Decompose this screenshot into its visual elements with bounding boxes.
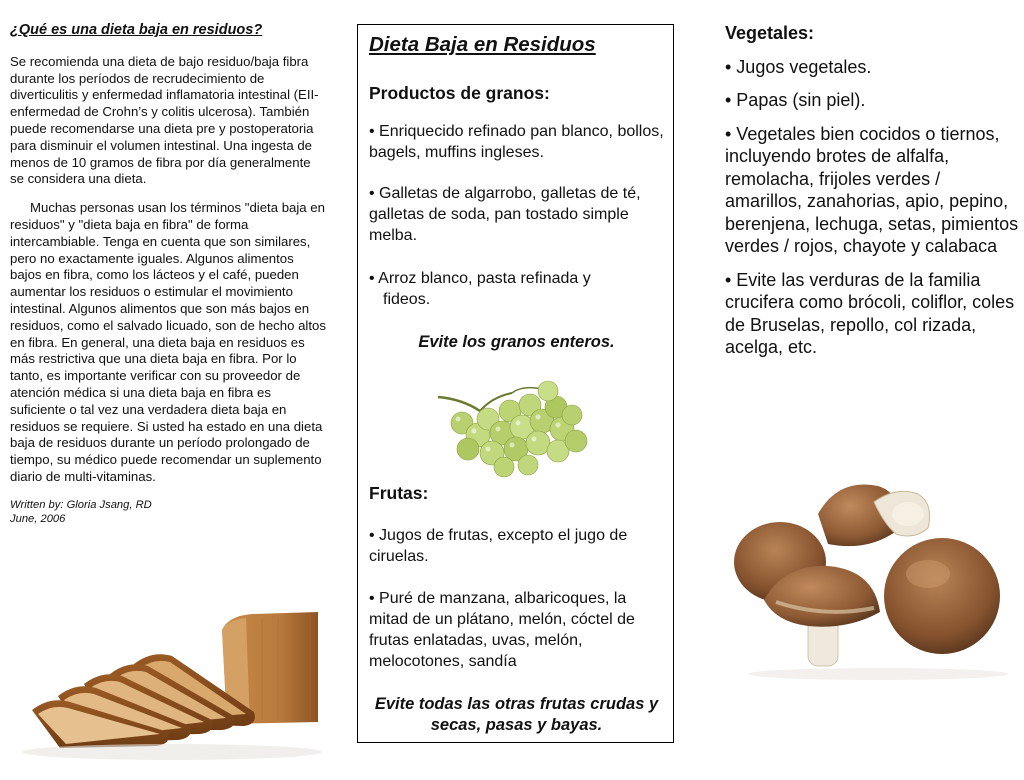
fruits-heading: Frutas: xyxy=(369,483,429,503)
fruits-item: • Puré de manzana, albaricoques, la mitad de un plátano, melón, cóctel de frutas enlatadas, uvas, melón, melocotones, sandía xyxy=(369,590,635,670)
vegetables-item: • Evite las verduras de la familia crucifera como brócoli, coliflor, coles de Bruselas, repollo, col rizada, acelga, etc. xyxy=(725,269,1015,357)
grains-item: • Galletas de algarrobo, galletas de té, galletas de soda, pan tostado simple melba. xyxy=(369,185,641,244)
author-line: Written by: Gloria Jsang, RD xyxy=(10,498,152,511)
middle-panel xyxy=(357,24,674,743)
grains-heading: Productos de granos: xyxy=(369,83,550,103)
brochure-title: Dieta Baja en Residuos xyxy=(369,33,596,56)
grains-item: • Arroz blanco, pasta refinada y xyxy=(369,270,591,287)
vegetables-item: • Jugos vegetales. xyxy=(725,56,872,77)
date-line: June, 2006 xyxy=(10,512,66,525)
fruits-item: • Jugos de frutas, excepto el jugo de ciruelas. xyxy=(369,527,628,565)
grains-item-continued: fideos. xyxy=(383,291,431,308)
grapes-image xyxy=(432,367,592,479)
right-panel xyxy=(725,22,1019,370)
vegetables-item: • Papas (sin piel). xyxy=(725,90,866,110)
fruits-note-continued: secas, pasas y bayas. xyxy=(430,716,603,734)
fruits-note: Evite todas las otras frutas crudas y xyxy=(374,695,659,713)
left-panel xyxy=(10,22,328,526)
vegetables-heading: Vegetales: xyxy=(725,23,815,43)
vegetables-item: • Vegetales bien cocidos o tiernos, incluyendo brotes de alfalfa, remolacha, frijoles verdes / amarillos, zanahorias, apio, pepino, berenjena, lechuga, setas, pimientos verdes / rojos, chayote y calabaca xyxy=(725,123,1019,256)
grains-item: • Enriquecido refinado pan blanco, bollos, bagels, muffins ingleses. xyxy=(369,123,664,161)
bread-image xyxy=(22,612,322,762)
mushrooms-image xyxy=(728,474,1008,684)
grains-note: Evite los granos enteros. xyxy=(418,333,615,351)
question-heading: ¿Qué es una dieta baja en residuos? xyxy=(10,22,263,38)
detail-paragraph: Muchas personas usan los términos "dieta baja en residuos" y "dieta baja en fibra" de forma intercambiable. Tenga en cuenta que son similares, pero no exactamente iguales. Algunos alimentos bajos en fibra, como los lácteos y el café, pueden aumentar los residuos o estimular el movimiento intestinal. Algunos alimentos que son más bajos en residuos, como el salvado licuado, son de hecho altos en fibra. En general, una dieta baja en residuos es más restrictiva que una dieta baja en fibra. Por lo tanto, es importante verificar con su proveedor de atención médica si una dieta baja en fibra es suficiente o tal vez una verdadera dieta baja en residuos se requiere. Si usted ha estado en una dieta baja de residuos durante un período prolongado de tiempo, su médico puede recomendar un suplemento diario de multi-vitaminas. xyxy=(10,200,326,484)
author-credit xyxy=(10,498,328,526)
intro-paragraph: Se recomienda una dieta de bajo residuo/baja fibra durante los períodos de recrudecimiento de diverticulitis y enfermedad inflamatoria intestinal (EII-enfermedad de Crohn’s y colitis ulcerosa). También puede recomendarse una dieta pre y postoperatoria para disminuir el volumen intestinal. Una ingesta de menos de 10 gramos de fibra por día generalmente se considera una dieta. xyxy=(10,53,319,187)
